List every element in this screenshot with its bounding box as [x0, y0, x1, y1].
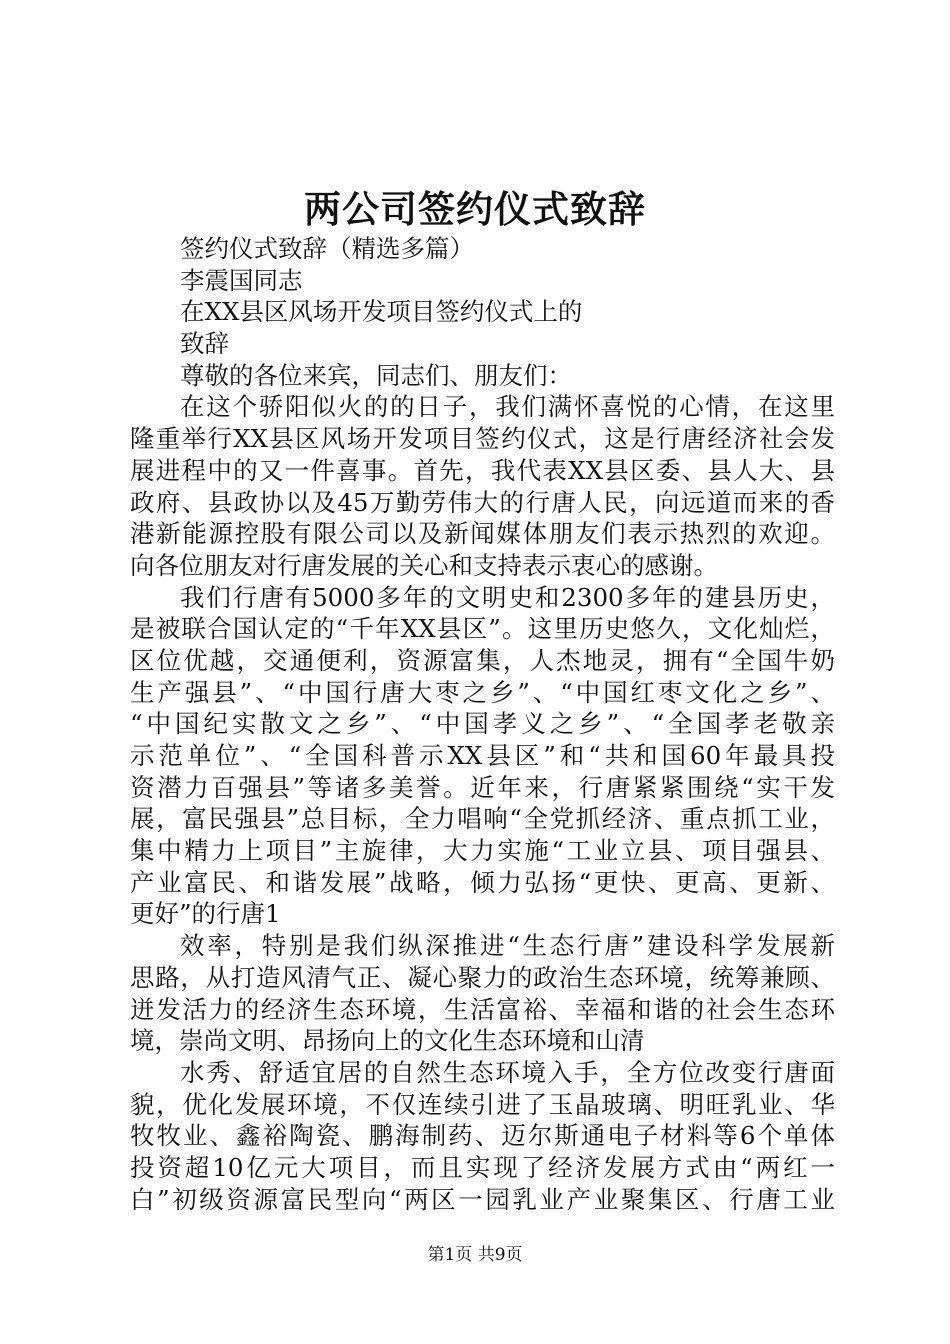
- text-line: 更好”的行唐1: [130, 899, 281, 929]
- text-line: 致辞: [180, 329, 229, 359]
- text-line: 牧牧业、鑫裕陶瓷、鹏海制药、迈尔斯通电子材料等6个单体: [130, 1121, 835, 1151]
- document-body: [130, 233, 835, 1215]
- text-line: 隆重举行XX县区风场开发项目签约仪式，这是行唐经济社会发: [130, 424, 835, 454]
- text-line: 产业富民、和谐发展”战略，倾力弘扬“更快、更高、更新、: [130, 867, 835, 897]
- text-line: 生产强县”、“中国行唐大枣之乡”、“中国红枣文化之乡”、: [130, 677, 835, 707]
- text-line: 展，富民强县”总目标，全力唱响“全党抓经济、重点抓工业，: [130, 804, 835, 834]
- text-line: 示范单位”、“全国科普示XX县区”和“共和国60年最具投: [130, 741, 835, 770]
- text-line: 在这个骄阳似火的的日子，我们满怀喜悦的心情，在这里: [180, 392, 835, 422]
- text-line: 集中精力上项目”主旋律，大力实施“工业立县、项目强县、: [130, 836, 835, 866]
- text-line: 李震国同志: [180, 265, 303, 295]
- page-number-footer: 第1页 共9页: [427, 1245, 523, 1265]
- text-line: 思路，从打造风清气正、凝心聚力的政治生态环境，统筹兼顾、: [130, 962, 835, 992]
- text-line: 展进程中的又一件喜事。首先，我代表XX县区委、县人大、县: [130, 455, 835, 485]
- text-line: 区位优越，交通便利，资源富集，人杰地灵，拥有“全国牛奶: [130, 645, 835, 675]
- text-line: 投资超10亿元大项目，而且实现了经济发展方式由“两红一: [130, 1152, 835, 1182]
- text-line: 向各位朋友对行唐发展的关心和支持表示衷心的感谢。: [130, 550, 718, 580]
- text-line: 效率，特别是我们纵深推进“生态行唐”建设科学发展新: [180, 931, 835, 961]
- text-line: 白”初级资源富民型向“两区一园乳业产业聚集区、行唐工业: [130, 1184, 835, 1214]
- text-line: 是被联合国认定的“千年XX县区”。这里历史悠久，文化灿烂，: [130, 614, 835, 644]
- document-title: 两公司签约仪式致辞: [304, 187, 646, 231]
- text-line: 我们行唐有5000多年的文明史和2300多年的建县历史，: [180, 582, 835, 612]
- text-line: 水秀、舒适宜居的自然生态环境入手，全方位改变行唐面: [180, 1057, 835, 1087]
- text-line: 签约仪式致辞（精选多篇）: [180, 234, 474, 263]
- text-line: 貌，优化发展环境，不仅连续引进了玉晶玻璃、明旺乳业、华: [130, 1089, 835, 1119]
- text-line: 尊敬的各位来宾，同志们、朋友们：: [180, 360, 572, 390]
- text-line: 政府、县政协以及45万勤劳伟大的行唐人民，向远道而来的香: [130, 487, 835, 517]
- text-line: 资潜力百强县”等诸多美誉。近年来，行唐紧紧围绕“实干发: [130, 772, 835, 802]
- text-line: 境，崇尚文明、昂扬向上的文化生态环境和山清: [130, 1026, 645, 1056]
- text-line: 在XX县区风场开发项目签约仪式上的: [180, 297, 583, 327]
- text-line: 迸发活力的经济生态环境，生活富裕、幸福和谐的社会生态环: [130, 994, 835, 1024]
- text-line: 港新能源控股有限公司以及新闻媒体朋友们表示热烈的欢迎。: [130, 519, 835, 549]
- text-line: “中国纪实散文之乡”、“中国孝义之乡”、“全国孝老敬亲: [130, 709, 835, 739]
